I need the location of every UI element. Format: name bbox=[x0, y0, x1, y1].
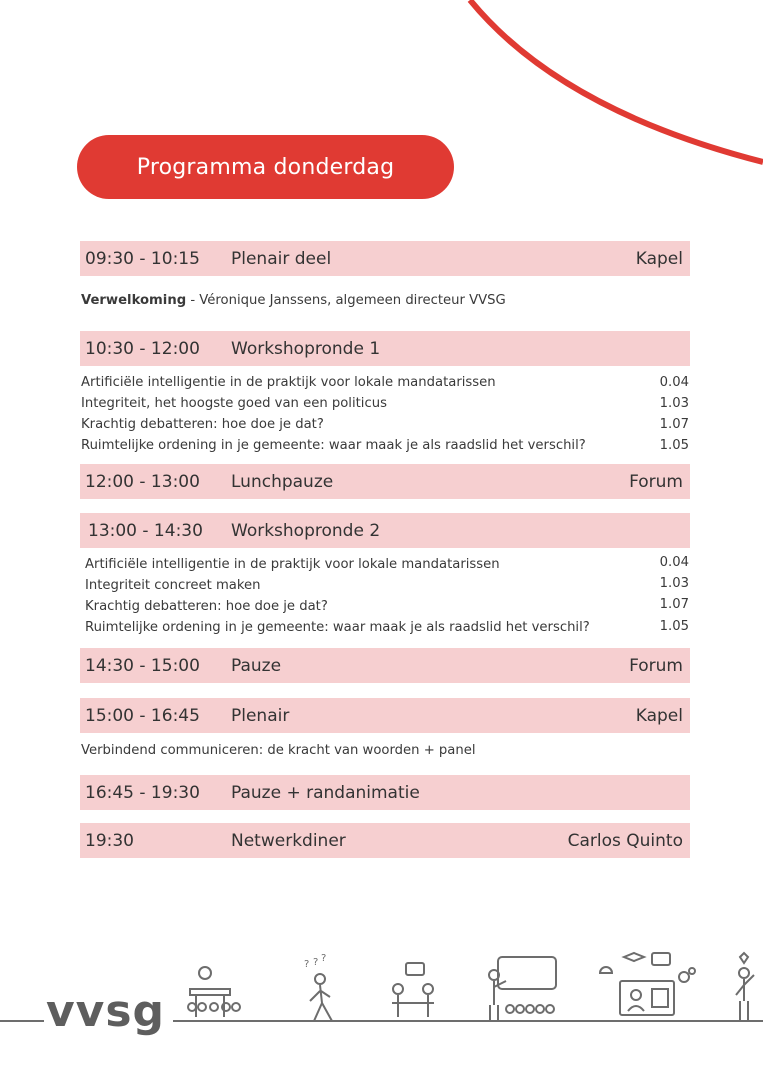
workshop-1-title: Integriteit, het hoogste goed van een politicus bbox=[81, 396, 387, 411]
svg-text:?: ? bbox=[321, 953, 327, 964]
block-time: 15:00 - 16:45 bbox=[85, 705, 200, 726]
schedule-block-workshopronde-1 bbox=[80, 331, 690, 366]
workshop-1-title: Ruimtelijke ordening in je gemeente: waar maak je als raadslid het verschil? bbox=[81, 438, 586, 453]
block-time: 13:00 - 14:30 bbox=[88, 520, 203, 541]
schedule-block-plenair bbox=[80, 698, 690, 733]
schedule-block-pauze bbox=[80, 648, 690, 683]
schedule-block-lunchpauze bbox=[80, 464, 690, 499]
workshop-2-room: 1.05 bbox=[659, 619, 689, 634]
svg-text:?: ? bbox=[304, 959, 310, 970]
online-meeting-icon bbox=[594, 945, 704, 1025]
conversation-icon bbox=[388, 945, 438, 1025]
block-title: Workshopronde 2 bbox=[231, 520, 381, 541]
welcome-rest: - Véronique Janssens, algemeen directeur VVSG bbox=[186, 293, 506, 308]
speaker-at-podium-icon bbox=[180, 945, 250, 1025]
schedule-block-plenair-deel bbox=[80, 241, 690, 276]
workshop-1-room: 0.04 bbox=[659, 375, 689, 390]
block-title: Netwerkdiner bbox=[231, 830, 346, 851]
workshop-2-title: Integriteit concreet maken bbox=[85, 578, 261, 593]
workshop-2-room: 1.03 bbox=[659, 576, 689, 591]
person-idea-icon bbox=[728, 945, 760, 1025]
workshop-1-room: 1.05 bbox=[659, 438, 689, 453]
presenter-whiteboard-icon bbox=[484, 945, 564, 1025]
workshop-2-room: 1.07 bbox=[659, 597, 689, 612]
workshop-2-title: Krachtig debatteren: hoe doe je dat? bbox=[85, 599, 328, 614]
block-time: 10:30 - 12:00 bbox=[85, 338, 200, 359]
block-time: 12:00 - 13:00 bbox=[85, 471, 200, 492]
workshop-1-room: 1.07 bbox=[659, 417, 689, 432]
block-title: Workshopronde 1 bbox=[231, 338, 381, 359]
block-location: Forum bbox=[629, 655, 683, 676]
workshop-2-room: 0.04 bbox=[659, 555, 689, 570]
workshop-1-title: Artificiële intelligentie in de praktijk voor lokale mandatarissen bbox=[81, 375, 496, 390]
schedule-block-pauze-randanimatie bbox=[80, 775, 690, 810]
block-title: Pauze bbox=[231, 655, 282, 676]
block-title: Pauze + randanimatie bbox=[231, 782, 420, 803]
block-location: Kapel bbox=[635, 248, 683, 269]
block-title: Plenair bbox=[231, 705, 290, 726]
thinking-walker-icon bbox=[300, 945, 345, 1025]
block-title: Plenair deel bbox=[231, 248, 332, 269]
svg-text:?: ? bbox=[313, 957, 319, 968]
plenary-note: Verbindend communiceren: de kracht van woorden + panel bbox=[81, 743, 476, 758]
block-time: 14:30 - 15:00 bbox=[85, 655, 200, 676]
block-time: 19:30 bbox=[85, 830, 134, 851]
block-location: Forum bbox=[629, 471, 683, 492]
page-title: Programma donderdag bbox=[77, 135, 454, 199]
block-title: Lunchpauze bbox=[231, 471, 334, 492]
vvsg-logo: vvsg bbox=[44, 988, 173, 1036]
schedule-block-workshopronde-2 bbox=[80, 513, 690, 548]
schedule-block-netwerkdiner bbox=[80, 823, 690, 858]
workshop-2-title: Ruimtelijke ordening in je gemeente: waar maak je als raadslid het verschil? bbox=[85, 620, 590, 635]
block-time: 09:30 - 10:15 bbox=[85, 248, 200, 269]
workshop-1-title: Krachtig debatteren: hoe doe je dat? bbox=[81, 417, 324, 432]
block-time: 16:45 - 19:30 bbox=[85, 782, 200, 803]
welcome-line bbox=[81, 293, 506, 308]
workshop-1-room: 1.03 bbox=[659, 396, 689, 411]
block-location: Kapel bbox=[635, 705, 683, 726]
workshop-2-title: Artificiële intelligentie in de praktijk voor lokale mandatarissen bbox=[85, 557, 500, 572]
block-location: Carlos Quinto bbox=[567, 830, 683, 851]
welcome-bold: Verwelkoming bbox=[81, 293, 187, 308]
